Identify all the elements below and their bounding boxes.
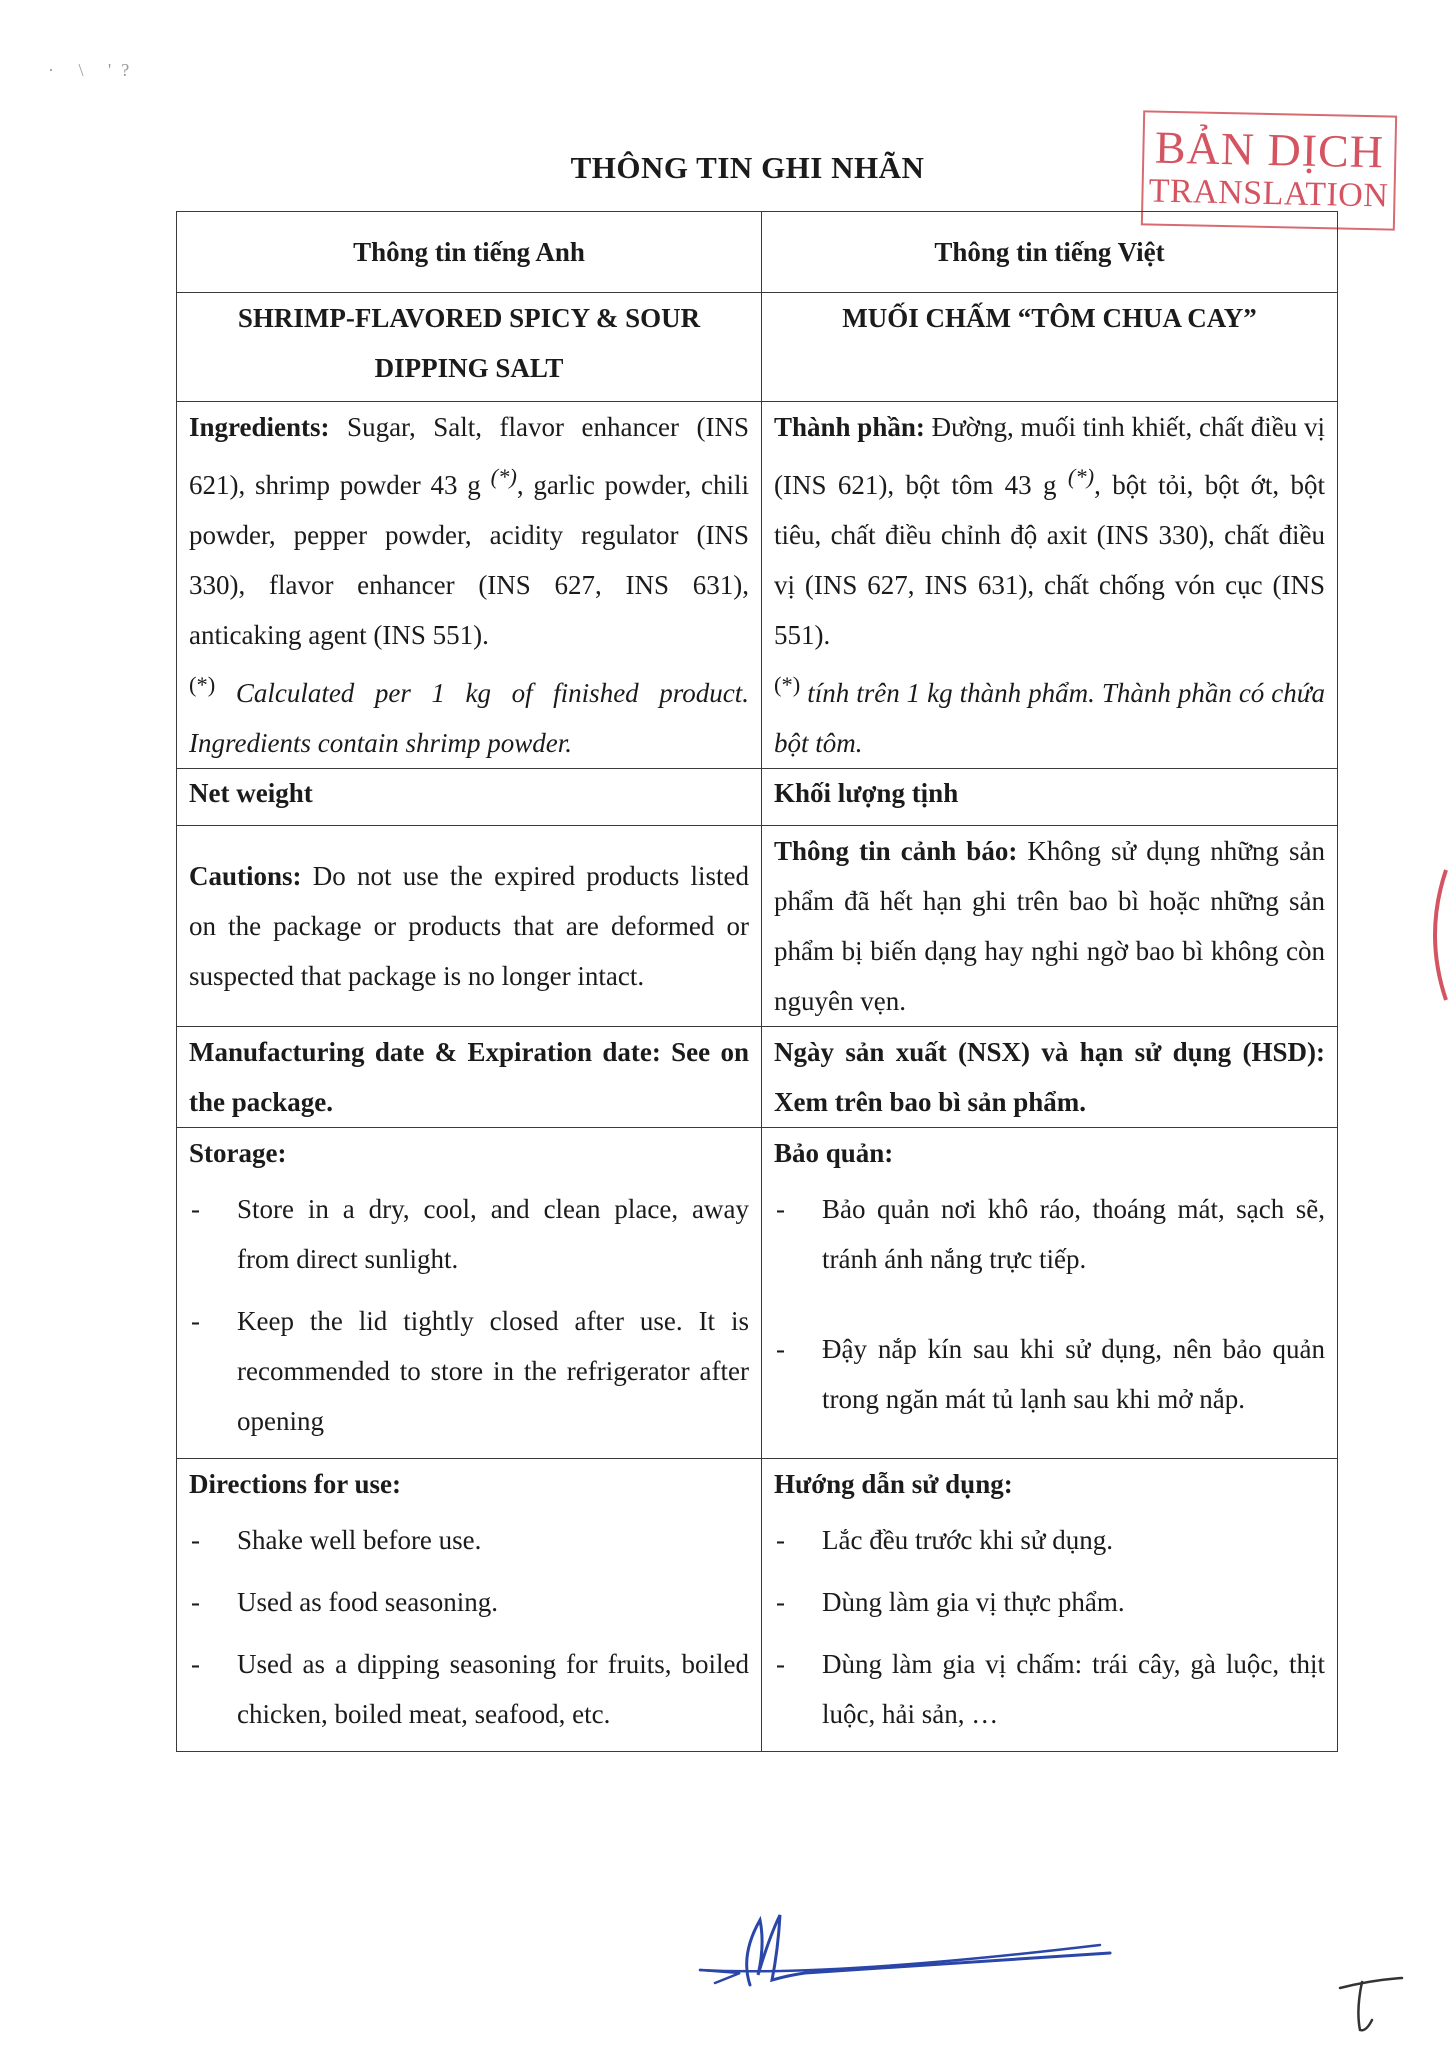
note-marker: (*) [189, 672, 216, 697]
signature-icon [680, 1875, 1120, 1995]
list-item: - Used as food seasoning. [189, 1577, 749, 1627]
stamp-line-2: TRANSLATION [1148, 172, 1389, 215]
list-item: - Used as a dipping seasoning for fruits, boiled chicken, boiled meat, seafood, etc. [189, 1639, 749, 1739]
directions-label: Directions for use: [189, 1469, 401, 1499]
cautions-label: Cautions: [189, 861, 302, 891]
list-item: - Store in a dry, cool, and clean place, away from direct sunlight. [189, 1184, 749, 1284]
initial-mark-icon [1332, 1960, 1412, 2040]
note-marker-vi: (*) [774, 672, 801, 697]
list-item: - Shake well before use. [189, 1515, 749, 1565]
dates-english: Manufacturing date & Expiration date: See on the package. [177, 1027, 762, 1128]
list-item: - Keep the lid tightly closed after use. It is recommended to store in the refrigerator after opening [189, 1296, 749, 1446]
ingredients-text-b-vi: , bột tỏi, bột ớt, bột tiêu, chất điều chỉnh độ axit (INS 330), chất điều vị (INS 627, INS 631), chất chống vón cục (INS 551). [774, 470, 1325, 650]
stamp-edge-icon [1418, 860, 1448, 1010]
net-weight-english: Net weight [177, 769, 762, 826]
list-item: - Đậy nắp kín sau khi sử dụng, nên bảo quản trong ngăn mát tủ lạnh sau khi mở nắp. [774, 1324, 1325, 1424]
header-row [177, 212, 1338, 293]
cautions-row [177, 826, 1338, 1027]
dates-vietnamese: Ngày sản xuất (NSX) và hạn sử dụng (HSD): Xem trên bao bì sản phẩm. [762, 1027, 1338, 1128]
ingredients-text-a-vi: Đường, muối tinh khiết, chất điều vị (INS 621), bột tôm 43 g [774, 412, 1325, 500]
directions-english [177, 1459, 762, 1752]
storage-list-vi [774, 1184, 1325, 1424]
ingredients-note-vi: tính trên 1 kg thành phẩm. Thành phần có chứa bột tôm. [774, 678, 1325, 758]
stamp-line-1: BẢN DỊCH [1154, 121, 1385, 178]
ingredients-label-vi: Thành phần: [774, 412, 925, 442]
ingredients-text-b: , garlic powder, chili powder, pepper powder, acidity regulator (INS 330), flavor enhancer (INS 627, INS 631), anticaking agent (INS 551). [189, 470, 750, 650]
cautions-english [177, 826, 762, 1027]
directions-label-vi: Hướng dẫn sử dụng: [774, 1469, 1013, 1499]
ingredients-label: Ingredients: [189, 412, 330, 442]
ingredients-row [177, 402, 1338, 769]
storage-vietnamese [762, 1128, 1338, 1459]
cautions-text-vi: Không sử dụng những sản phẩm đã hết hạn ghi trên bao bì hoặc những sản phẩm bị biến dạng hay nghi ngờ bao bì không còn nguyên vẹn. [774, 836, 1326, 1016]
storage-list [189, 1184, 749, 1446]
directions-row [177, 1459, 1338, 1752]
directions-vietnamese [762, 1459, 1338, 1752]
storage-label-vi: Bảo quản: [774, 1138, 894, 1168]
net-weight-row [177, 769, 1338, 826]
directions-list [189, 1515, 749, 1739]
cautions-vietnamese [762, 826, 1338, 1027]
ingredients-text-a: Sugar, Salt, flavor enhancer (INS 621), shrimp powder 43 g [189, 412, 749, 500]
page-corner-mark: · \ '? [48, 60, 140, 80]
cautions-label-vi: Thông tin cảnh báo: [774, 836, 1018, 866]
product-name-vietnamese: MUỐI CHẤM “TÔM CHUA CAY” [762, 293, 1338, 402]
cautions-text: Do not use the expired products listed on the package or products that are deformed or suspected that package is no longer intact. [189, 861, 749, 991]
header-vietnamese: Thông tin tiếng Việt [762, 212, 1338, 293]
list-item: - Lắc đều trước khi sử dụng. [774, 1515, 1325, 1565]
label-table [176, 211, 1338, 1752]
ingredients-english [177, 402, 762, 769]
ingredients-note: Calculated per 1 kg of finished product. Ingredients contain shrimp powder. [189, 678, 749, 758]
storage-label: Storage: [189, 1138, 287, 1168]
product-name-row [177, 293, 1338, 402]
list-item: - Bảo quản nơi khô ráo, thoáng mát, sạch sẽ, tránh ánh nắng trực tiếp. [774, 1184, 1325, 1284]
product-name-english: SHRIMP-FLAVORED SPICY & SOUR DIPPING SALT [177, 293, 762, 402]
directions-list-vi [774, 1515, 1325, 1739]
net-weight-vietnamese: Khối lượng tịnh [762, 769, 1338, 826]
footnote-marker-vi: (*) [1067, 464, 1095, 489]
storage-english [177, 1128, 762, 1459]
list-item: - Dùng làm gia vị chấm: trái cây, gà luộc, thịt luộc, hải sản, … [774, 1639, 1325, 1739]
footnote-marker: (*) [490, 464, 517, 489]
document-title: THÔNG TIN GHI NHÃN [570, 150, 925, 185]
dates-row [177, 1027, 1338, 1128]
list-item: - Dùng làm gia vị thực phẩm. [774, 1577, 1325, 1627]
ingredients-vietnamese [762, 402, 1338, 769]
header-english: Thông tin tiếng Anh [177, 212, 762, 293]
storage-row [177, 1128, 1338, 1459]
